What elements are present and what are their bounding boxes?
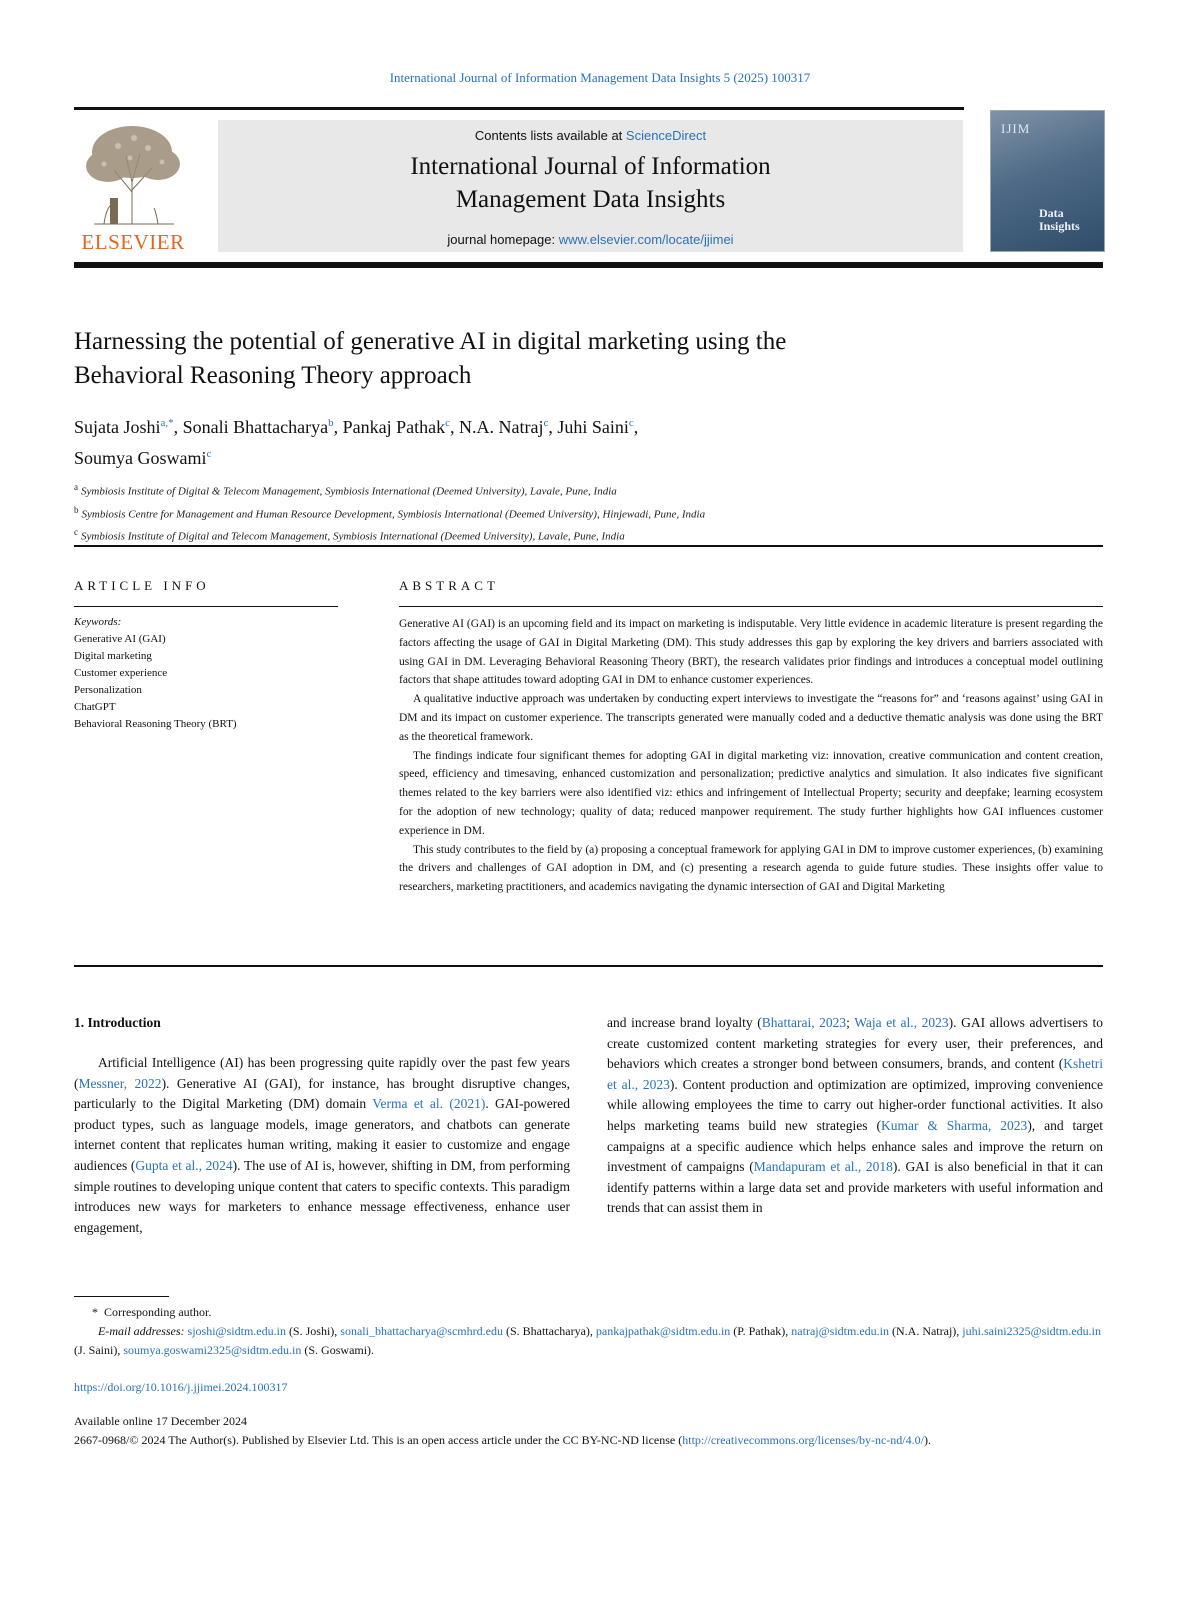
author-item[interactable] <box>183 417 343 437</box>
text-run: and increase brand loyalty ( <box>607 1015 762 1030</box>
author-item[interactable] <box>74 448 211 468</box>
affiliation-item <box>74 523 1074 546</box>
journal-title <box>218 150 963 216</box>
keyword-item: ChatGPT <box>74 701 116 713</box>
author-name: Sujata Joshi <box>74 417 161 437</box>
text-run: ). GAI allows advertisers to create customized content marketing strategies for every user, their preferences, and behaviors which creates a stronger bond between consumers, brands, and content ( <box>607 1015 1104 1072</box>
license-link[interactable]: http://creativecommons.org/licenses/by-nc-nd/4.0/ <box>682 1433 924 1447</box>
author-affiliation-mark[interactable]: c <box>445 417 450 429</box>
citation-link[interactable]: Kumar & Sharma, 2023 <box>880 1117 1028 1133</box>
intro-paragraph <box>607 1013 1103 1219</box>
keyword-item: Personalization <box>74 684 142 696</box>
email-owner: (J. Saini), <box>74 1343 124 1357</box>
author-name: Pankaj Pathak <box>342 417 446 437</box>
journal-title-line1: International Journal of Information <box>410 153 771 180</box>
author-list <box>74 410 974 472</box>
email-link[interactable]: sjoshi@sidtm.edu.in <box>187 1324 286 1338</box>
homepage-link[interactable]: www.elsevier.com/locate/jjimei <box>558 232 734 247</box>
elsevier-wordmark: ELSEVIER <box>81 230 185 254</box>
affiliation-label: b <box>74 504 79 515</box>
email-link[interactable]: soumya.goswami2325@sidtm.edu.in <box>123 1343 302 1357</box>
text-run: ; <box>846 1015 855 1030</box>
citation-link[interactable]: Kshetri et al., 2023 <box>607 1056 1103 1092</box>
running-head[interactable]: International Journal of Information Management Data Insights 5 (2025) 100317 <box>389 70 811 85</box>
email-link[interactable]: sonali_bhattacharya@scmhrd.edu <box>340 1324 503 1338</box>
article-title-line1: Harnessing the potential of generative AI in digital marketing using the <box>74 328 787 355</box>
article-info-heading: ARTICLE INFO <box>74 578 210 593</box>
email-label: E-mail addresses: <box>98 1324 185 1338</box>
affiliation-label: a <box>74 482 78 492</box>
top-rule <box>74 107 964 110</box>
available-online-date: Available online 17 December 2024 <box>74 1414 248 1428</box>
email-link[interactable]: pankajpathak@sidtm.edu.in <box>595 1324 731 1338</box>
email-owner: (N.A. Natraj), <box>888 1324 963 1338</box>
abstract-paragraph: This study contributes to the field by (a) proposing a conceptual framework for applying GAI in DM to improve customer experiences, (b) examining the drivers and challenges of GAI adoption in DM, and (c) presenting a research agenda to guide future studies. These insights offer value to researchers, marketing practitioners, and academics navigating the dynamic intersection of GAI and Digital Marketing <box>399 843 1103 894</box>
homepage-prefix: journal homepage: <box>447 232 559 247</box>
abstract-heading: ABSTRACT <box>399 578 499 593</box>
footnote-star: * <box>92 1305 98 1319</box>
email-owner: (S. Bhattacharya), <box>502 1324 596 1338</box>
email-owner: (S. Goswami). <box>301 1343 375 1357</box>
author-item[interactable] <box>343 417 459 437</box>
citation-link[interactable]: Messner, 2022 <box>78 1075 162 1091</box>
abstract-paragraph: A qualitative inductive approach was undertaken by conducting expert interviews to investigate the “reasons for” and ‘reasons against’ using GAI in DM and its impact on customer experience. The transcripts generated were manually coded and a deductive thematic analysis was done using the BRT as the theoretical framework. <box>399 693 1103 743</box>
affiliation-list <box>74 478 1074 546</box>
cover-title: IJIM <box>1001 121 1031 136</box>
cover-subtitle-line1: Data <box>1039 206 1064 220</box>
keyword-item: Customer experience <box>74 667 168 679</box>
contents-prefix: Contents lists available at <box>474 128 626 143</box>
affiliation-text: Symbiosis Institute of Digital and Telecom Management, Symbiosis International (Deemed University), Lavale, Pune, India <box>81 530 625 543</box>
author-name: N.A. Natraj <box>458 417 544 437</box>
citation-link[interactable]: Mandapuram et al., 2018 <box>753 1159 893 1175</box>
author-item[interactable] <box>557 417 638 437</box>
text-run: ). Content production and optimization are optimized, improving convenience while allowing employees the time to carry out higher-order functional activities. It also helps marketing teams build new strategies ( <box>607 1076 1103 1133</box>
keyword-item: Behavioral Reasoning Theory (BRT) <box>74 718 237 730</box>
citation-link[interactable]: Gupta et al., 2024 <box>135 1157 233 1173</box>
author-separator: , <box>548 417 558 437</box>
abstract-rule <box>399 606 1103 607</box>
journal-cover[interactable] <box>990 110 1105 252</box>
affiliation-label: c <box>74 527 78 538</box>
intro-column-left <box>74 1053 570 1238</box>
citation-link[interactable]: Verma et al. (2021) <box>372 1096 486 1112</box>
corresponding-author-note <box>74 1303 1103 1322</box>
text-run: ). Generative AI (GAI), for instance, has brought disruptive changes, particularly to the Digital Marketing (DM) domain <box>74 1075 570 1112</box>
intro-paragraph <box>74 1053 570 1238</box>
corresponding-label: Corresponding author. <box>104 1305 212 1319</box>
cover-subtitle <box>1039 207 1080 233</box>
section-heading-introduction: 1. Introduction <box>74 1015 161 1030</box>
intro-column-right <box>607 1013 1103 1219</box>
author-separator: , <box>173 417 183 437</box>
text-run: ), and target campaigns at a specific audience which helps enhance sales and improve the return on investment of campaigns ( <box>607 1117 1103 1175</box>
affiliation-item <box>74 501 1074 524</box>
email-owner: (S. Joshi), <box>285 1324 341 1338</box>
author-separator: , <box>449 417 459 437</box>
email-addresses <box>74 1322 1103 1360</box>
affiliation-rule <box>74 545 1103 547</box>
author-separator: , <box>633 417 639 437</box>
journal-masthead <box>218 120 963 252</box>
homepage-line <box>218 232 963 247</box>
keyword-item: Digital marketing <box>74 650 152 662</box>
author-separator: , <box>333 417 343 437</box>
keywords-heading: Keywords: <box>74 616 122 628</box>
citation-link[interactable]: Waja et al., 2023 <box>854 1015 949 1030</box>
journal-title-line2: Management Data Insights <box>455 186 726 213</box>
author-affiliation-mark[interactable]: b <box>328 417 334 429</box>
header-thick-rule <box>74 262 1103 268</box>
keywords-block <box>74 614 338 733</box>
keyword-item: Generative AI (GAI) <box>74 633 166 645</box>
author-affiliation-mark[interactable]: a,* <box>160 417 174 429</box>
author-item[interactable] <box>459 417 557 437</box>
article-info-rule <box>74 606 338 607</box>
author-item[interactable] <box>74 417 183 437</box>
contents-line <box>218 128 963 143</box>
text-run: ). The use of AI is, however, shifting in DM, from performing simple routines to developing unique content that caters to specific contexts. This paradigm introduces new ways for marketers to enhance message effectiveness, enhance user engagement, <box>74 1157 571 1235</box>
footnotes <box>74 1303 1103 1360</box>
affiliation-text: Symbiosis Institute of Digital & Telecom Management, Symbiosis International (Deemed University), Lavale, Pune, India <box>81 485 617 498</box>
text-run: Artificial Intelligence (AI) has been progressing quite rapidly over the past few years ( <box>74 1055 570 1091</box>
tree-emblem-icon <box>74 120 192 228</box>
email-link[interactable]: natraj@sidtm.edu.in <box>791 1324 889 1338</box>
email-owner: (P. Pathak), <box>730 1324 792 1338</box>
author-name: Sonali Bhattacharya <box>182 417 329 437</box>
license-end: ). <box>923 1433 931 1447</box>
footnote-rule <box>74 1296 169 1297</box>
article-title-line2: Behavioral Reasoning Theory approach <box>74 362 472 389</box>
abstract-body <box>399 615 1103 897</box>
email-link[interactable]: juhi.saini2325@sidtm.edu.in <box>962 1324 1102 1338</box>
author-affiliation-mark[interactable]: c <box>543 417 549 429</box>
text-run: ). GAI is also beneficial in that it can identify patterns within a large data set and provide marketers with useful information and trends that can assist them in <box>607 1159 1104 1216</box>
citation-link[interactable]: Bhattarai, 2023 <box>761 1015 847 1030</box>
cover-subtitle-line2: Insights <box>1039 219 1080 233</box>
article-title <box>74 325 974 393</box>
doi-link[interactable]: https://doi.org/10.1016/j.jjimei.2024.100317 <box>74 1380 288 1394</box>
author-name: Soumya Goswami <box>74 448 207 468</box>
affiliation-item <box>74 478 1074 501</box>
affiliation-text: Symbiosis Centre for Management and Human Resource Development, Symbiosis International (Deemed University), Hinjewadi, Pune, India <box>81 508 706 521</box>
author-name: Juhi Saini <box>557 417 629 437</box>
license-statement <box>74 1431 1103 1450</box>
sciencedirect-link[interactable]: ScienceDirect <box>625 128 707 143</box>
abstract-paragraph: Generative AI (GAI) is an upcoming field and its impact on marketing is indisputable. Very little evidence in academic literature is present regarding the factors affecting the usage of GAI in Digital Marketing (DM). This study addresses this gap by exploring the key drivers and barriers associated with using GAI in DM. Leveraging Behavioral Reasoning Theory (BRT), the research validates prior findings and introduces a conceptual model outlining factors that shape attitudes toward adopting GAI in DM to enhance customer experiences. <box>399 618 1103 687</box>
abstract-paragraph: The findings indicate four significant themes for adopting GAI in digital marketing viz: innovation, creative communication and content creation, speed, efficiency and timesaving, enhanced customization and personalization; predictive analytics and simulation. It also indicates five significant themes related to the key barriers were also identified viz: ethics and infringement of Intellectual Property; security and deepfake; learning ecosystem for the adoption of new technology; quality of data; reduced manpower requirement. The study further highlights how GAI influences customer experience in DM. <box>399 749 1103 837</box>
text-run: . GAI-powered product types, such as language models, image generators, and chatbots can generate internet content that replicates human writing, making it easier to customize and engage audiences ( <box>74 1096 571 1173</box>
author-affiliation-mark[interactable]: c <box>206 448 212 460</box>
abstract-end-rule <box>74 965 1103 967</box>
author-affiliation-mark[interactable]: c <box>628 417 634 429</box>
license-text: 2667-0968/© 2024 The Author(s). Published by Elsevier Ltd. This is an open access article under the CC BY-NC-ND license ( <box>74 1433 683 1447</box>
